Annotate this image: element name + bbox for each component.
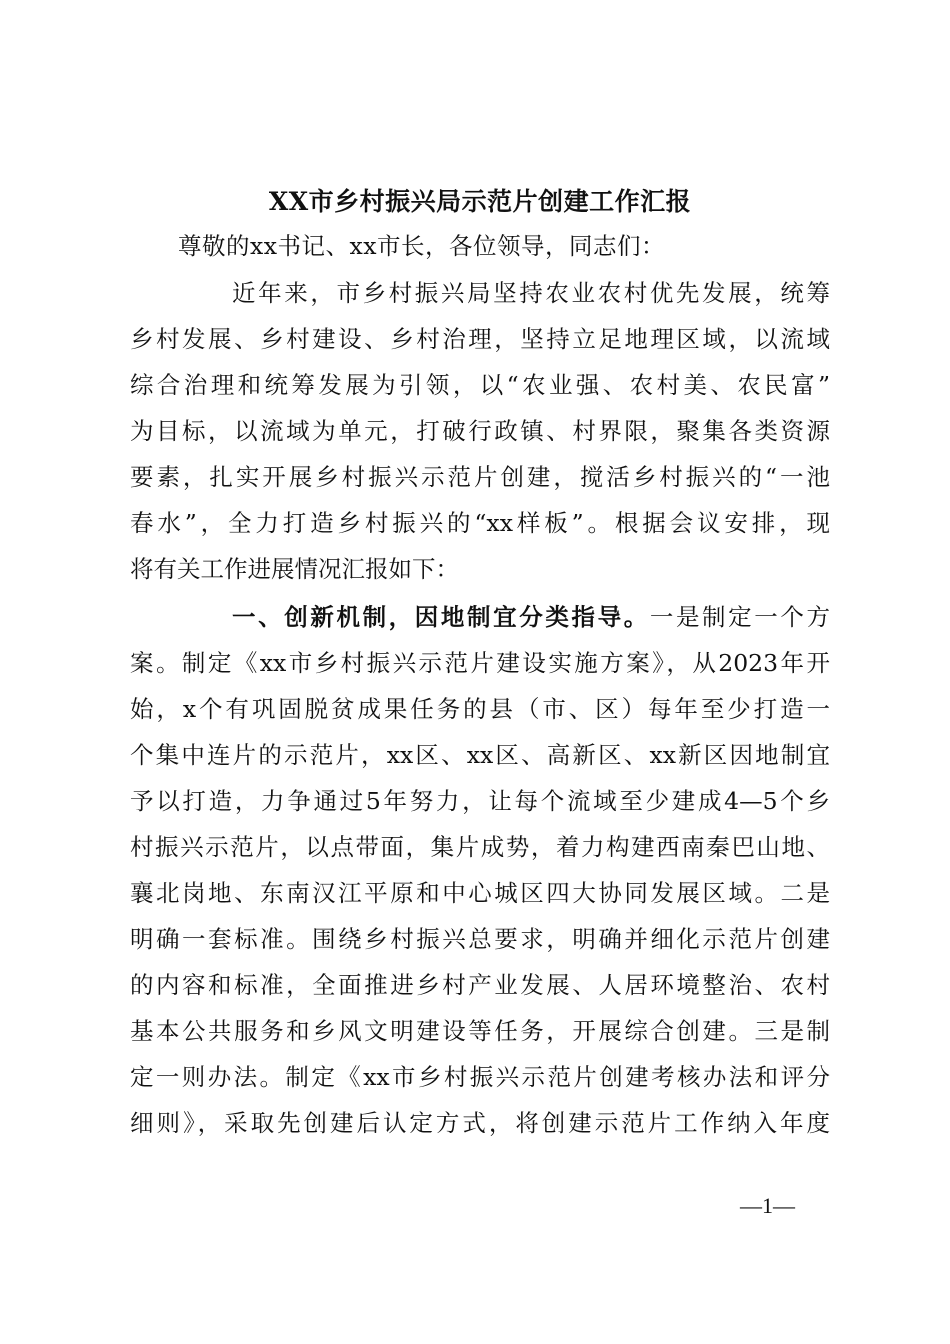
section1-line-3: 始，x个有巩固脱贫成果任务的县（市、区）每年至少打造一 [130,695,830,723]
section1-line-11: 定一则办法。制定《xx市乡村振兴示范片创建考核办法和评分 [130,1063,830,1091]
section1-line-5: 予以打造，力争通过5年努力，让每个流域至少建成4—5个乡 [130,787,830,815]
intro-line-7: 将有关工作进展情况汇报如下： [130,555,459,583]
section1-line-2: 案。制定《xx市乡村振兴示范片建设实施方案》，从2023年开 [130,649,830,677]
intro-line-6: 春水”，全力打造乡村振兴的“xx样板”。根据会议安排，现 [130,509,830,537]
section1-line-9: 的内容和标准，全面推进乡村产业发展、人居环境整治、农村 [130,971,830,999]
intro-line-2: 乡村发展、乡村建设、乡村治理，坚持立足地理区域，以流域 [130,325,830,353]
section1-line-7: 襄北岗地、东南汉江平原和中心城区四大协同发展区域。二是 [130,879,830,907]
page-number: —1— [740,1193,795,1218]
intro-line-3: 综合治理和统筹发展为引领，以“农业强、农村美、农民富” [130,371,830,399]
section1-line-8: 明确一套标准。围绕乡村振兴总要求，明确并细化示范片创建 [130,925,830,953]
salutation: 尊敬的xx书记、xx市长，各位领导，同志们： [178,232,666,260]
document-title: XX市乡村振兴局示范片创建工作汇报 [268,187,692,216]
section1-line-10: 基本公共服务和乡风文明建设等任务，开展综合创建。三是制 [130,1017,830,1045]
section1-first-line [232,594,830,640]
section1-line-12: 细则》，采取先创建后认定方式，将创建示范片工作纳入年度 [130,1109,830,1137]
intro-line-1: 近年来，市乡村振兴局坚持农业农村优先发展，统筹 [232,279,830,307]
intro-line-4: 为目标，以流域为单元，打破行政镇、村界限，聚集各类资源 [130,417,830,445]
intro-line-5: 要素，扎实开展乡村振兴示范片创建，搅活乡村振兴的“一池 [130,463,830,491]
section1-line-6: 村振兴示范片，以点带面，集片成势，着力构建西南秦巴山地、 [130,833,830,861]
section1-heading: 一、创新机制，因地制宜分类指导。 [232,603,650,631]
section1-first-line-text: 一是制定一个方 [649,603,831,631]
section1-line-4: 个集中连片的示范片，xx区、xx区、高新区、xx新区因地制宜 [130,741,830,769]
